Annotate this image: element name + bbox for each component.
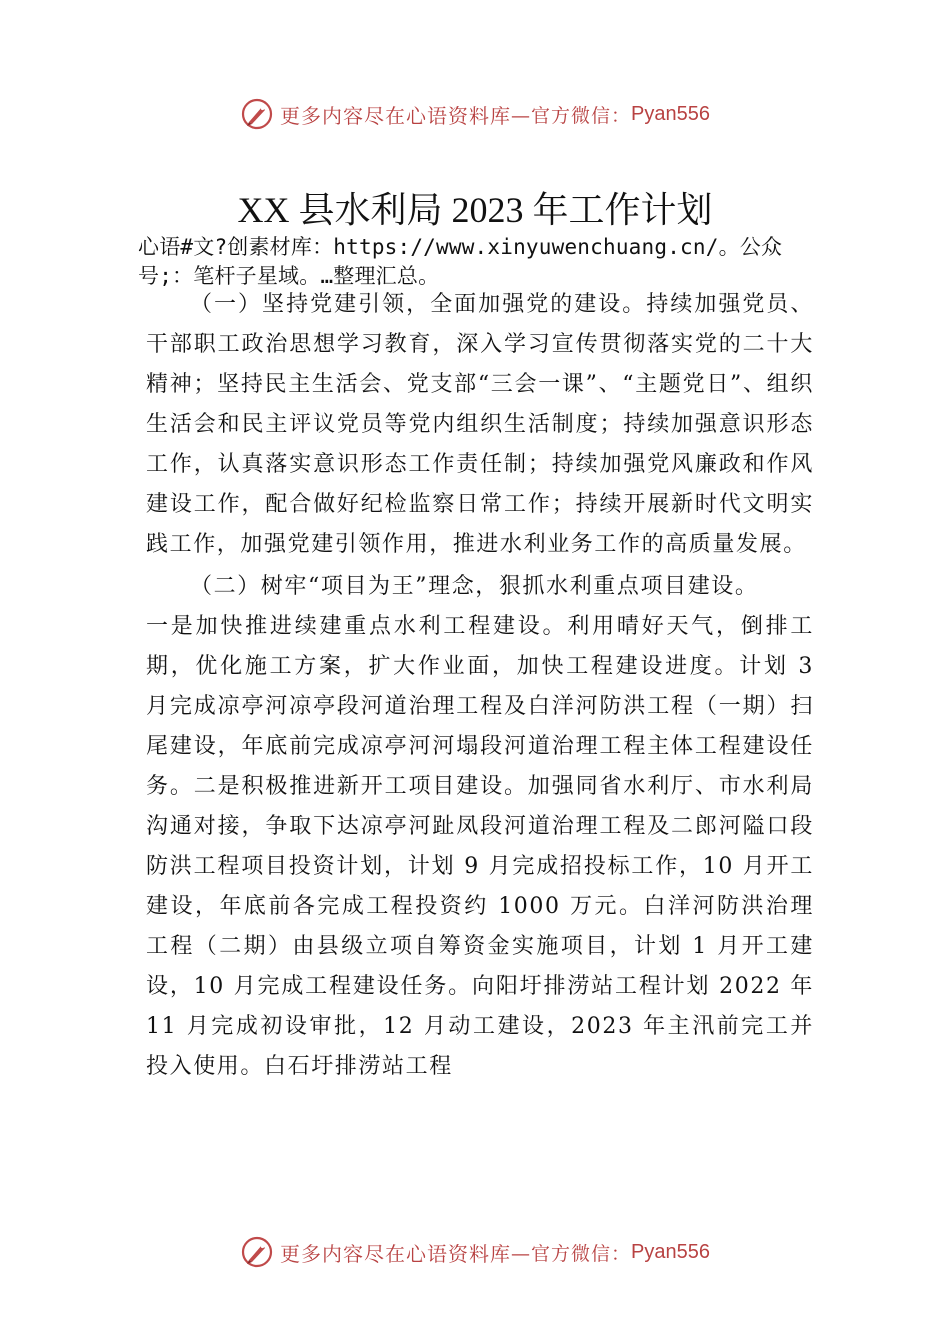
document-title: XX 县水利局 2023 年工作计划: [237, 190, 713, 230]
section-1-text: 持续加强党员、干部职工政治思想学习教育，深入学习宣传贯彻落实党的二十大精神；坚持民主生活会、党支部“三会一课”、“主题党日”、组织生活会和民主评议党员等党内组织生活制度；持续加强意识形态工作，认真落实意识形态工作责任制；持续加强党风廉政和作风建设工作，配合做好纪检监察日常工作；持续开展新时代文明实践工作，加强党建引领作用，推进水利业务工作的高质量发展。: [146, 292, 815, 557]
document-body: [146, 285, 814, 1087]
section-2-heading: （二）树牢“项目为王”理念，狠抓水利重点项目建设。: [190, 574, 759, 599]
bottom-banner: [0, 1230, 950, 1274]
section-1-paragraph: [146, 285, 814, 565]
pen-nib-logo-icon: [240, 97, 274, 131]
banner-wechat-id: Pyan556: [631, 1240, 710, 1263]
banner-text: 更多内容尽在心语资料库: [280, 103, 511, 128]
banner-separator: —官方微信：: [511, 104, 632, 127]
banner-text: 更多内容尽在心语资料库: [280, 1241, 511, 1266]
section-2-text: 一是加快推进续建重点水利工程建设。利用晴好天气，倒排工期，优化施工方案，扩大作业面，加快工程建设进度。计划 3 月完成凉亭河凉亭段河道治理工程及白洋河防洪工程（一期）扫尾建设，年底前完成凉亭河河塌段河道治理工程主体工程建设任务。二是积极推进新开工项目建设。加强同省水利厅、市水利局沟通对接，争取下达凉亭河趾凤段河道治理工程及二郎河隘口段防洪工程项目投资计划，计划 9 月完成招投标工作，10 月开工建设，年底前各完成工程投资约 1000 万元。白洋河防洪治理工程（二期）由县级立项自筹资金实施项目，计划 1 月开工建设，10 月完成工程建设任务。向阳圩排涝站工程计划 2022 年 11 月完成初设审批，12 月动工建设，2023 年主汛前完工并投入使用。白石圩排涝站工程: [146, 614, 814, 1079]
section-1-heading: （一）坚持党建引领，全面加强党的建设。: [190, 292, 647, 317]
top-banner: [0, 92, 950, 136]
banner-separator: —官方微信：: [511, 1242, 632, 1265]
pen-nib-logo-icon: [240, 1235, 274, 1269]
source-note: 心语#文?创素材库：https://www.xinyuwenchuang.cn/。公众号;：笔杆子星域。…整理汇总。: [138, 235, 783, 288]
banner-wechat-id: Pyan556: [631, 102, 710, 125]
